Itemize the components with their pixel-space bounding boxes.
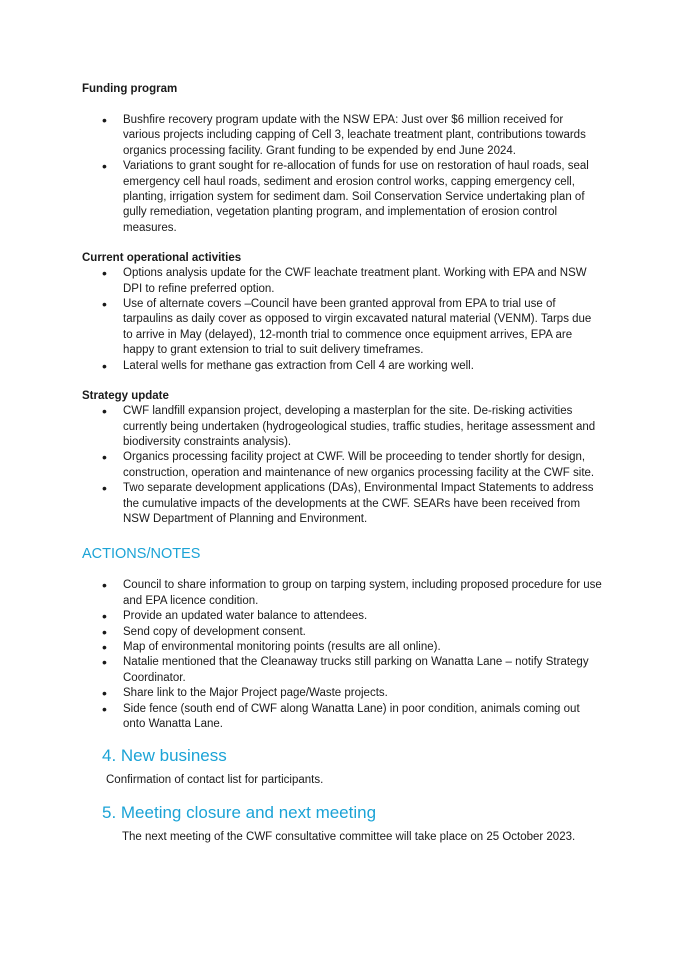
list-item: • CWF landfill expansion project, developing a masterplan for the site. De-risking activities currently being undertaken (hydrogeological studies, traffic studies, heritage assessment and biodiversity constraints analysis). — [82, 404, 602, 450]
operational-activities-list — [82, 266, 602, 374]
list-item: • Bushfire recovery program update with the NSW EPA: Just over $6 million received for various projects including capping of Cell 3, leachate treatment plant, contributions towards organics processing facility. Grant funding to be expended by end June 2024. — [82, 113, 602, 159]
document-page — [82, 82, 602, 845]
list-item: • Options analysis update for the CWF leachate treatment plant. Working with EPA and NSW DPI to refine preferred option. — [82, 266, 602, 297]
list-item: • Share link to the Major Project page/Waste projects. — [82, 686, 602, 701]
list-item: • Provide an updated water balance to attendees. — [82, 609, 602, 624]
actions-notes-list — [82, 578, 602, 732]
list-item: • Two separate development applications (DAs), Environmental Impact Statements to address the cumulative impacts of the developments at the CWF. SEARs have been received from NSW Department of Planning and Environment. — [82, 481, 602, 527]
list-item: • Use of alternate covers –Council have been granted approval from EPA to trial use of tarpaulins as daily cover as opposed to virgin excavated natural material (VENM). Tarps due to arrive in May (delayed), 12-month trial to commence once equipment arrives, EPA are happy to grant extension to trial to suit delivery timeframes. — [82, 297, 602, 359]
strategy-update-list — [82, 404, 602, 527]
meeting-closure-text: The next meeting of the CWF consultative committee will take place on 25 October 2023. — [122, 831, 576, 844]
funding-program-list — [82, 113, 602, 236]
actions-notes-heading: ACTIONS/NOTES — [82, 546, 201, 563]
list-item: • Council to share information to group on tarping system, including proposed procedure for use and EPA licence condition. — [82, 578, 602, 609]
list-item: • Side fence (south end of CWF along Wanatta Lane) in poor condition, animals coming out onto Wanatta Lane. — [82, 702, 602, 733]
operational-activities-heading: Current operational activities — [82, 252, 242, 265]
new-business-text: Confirmation of contact list for participants. — [106, 774, 324, 787]
list-item: • Lateral wells for methane gas extraction from Cell 4 are working well. — [82, 359, 602, 374]
list-item: • Organics processing facility project at CWF. Will be proceeding to tender shortly for design, construction, operation and maintenance of new organics processing facility at the CWF site. — [82, 450, 602, 481]
list-item: • Natalie mentioned that the Cleanaway trucks still parking on Wanatta Lane – notify Strategy Coordinator. — [82, 655, 602, 686]
meeting-closure-heading: 5. Meeting closure and next meeting — [102, 803, 377, 823]
list-item: • Variations to grant sought for re-allocation of funds for use on restoration of haul roads, seal emergency cell haul roads, sediment and erosion control works, capping emergency cell, planting, irrigation system for sediment dam. Soil Conservation Service undertaking plan of gully remediation, vegetation planting program, and implementation of erosion control measures. — [82, 159, 602, 236]
list-item: • Map of environmental monitoring points (results are all online). — [82, 640, 602, 655]
list-item: • Send copy of development consent. — [82, 625, 602, 640]
funding-program-heading: Funding program — [82, 83, 178, 95]
strategy-update-heading: Strategy update — [82, 390, 169, 403]
new-business-heading: 4. New business — [102, 746, 227, 766]
